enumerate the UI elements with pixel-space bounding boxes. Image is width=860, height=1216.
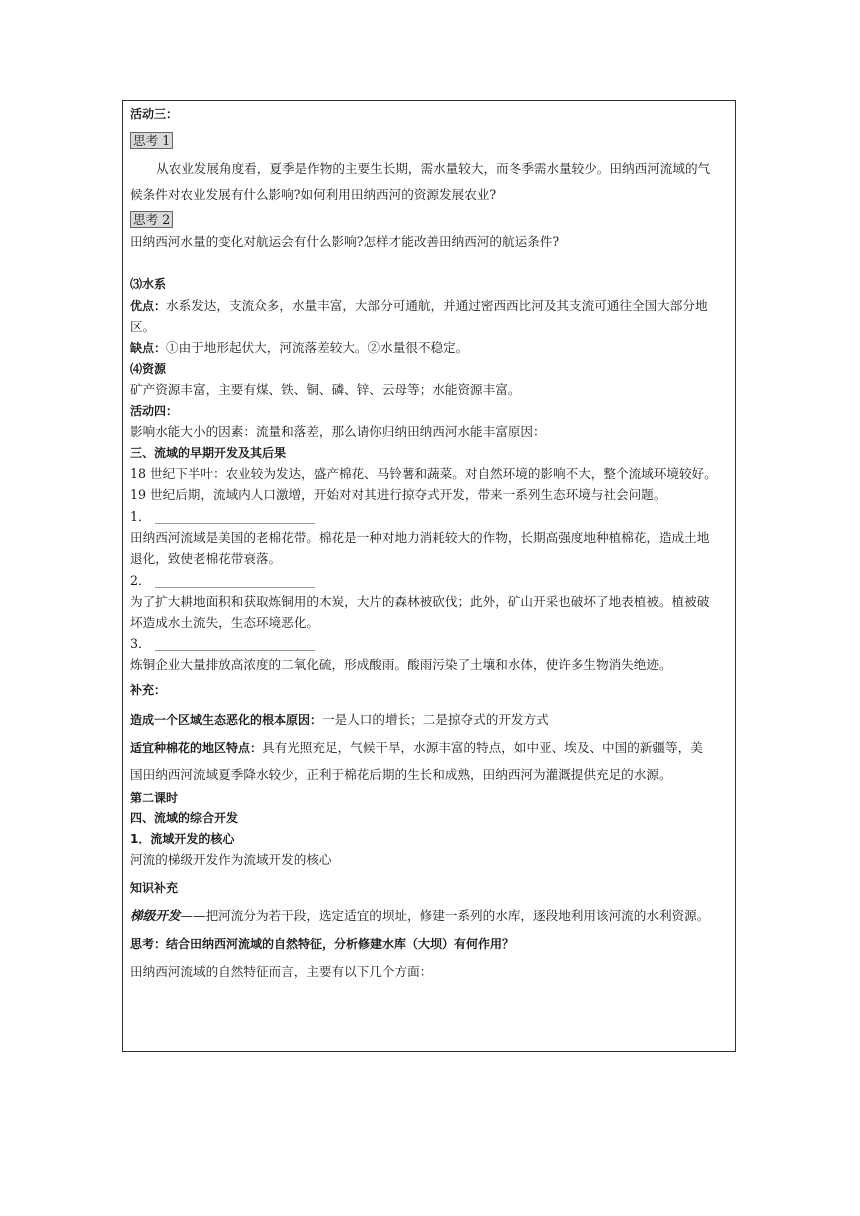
paragraph-line: 影响水能大小的因素：流量和落差，那么请你归纳田纳西河水能丰富原因：	[130, 424, 546, 439]
blank-number: 3．	[130, 636, 151, 651]
paragraph-line: 矿产资源丰富，主要有煤、铁、铜、磷、锌、云母等；水能资源丰富。	[130, 382, 521, 397]
heading-line: 思考：结合田纳西河流域的自然特征，分析修建水库（大坝）有何作用？	[130, 937, 515, 951]
fill-blank-line	[130, 571, 730, 591]
paragraph-line: 退化，致使老棉花带衰落。	[130, 551, 282, 566]
term-label: 梯级开发	[130, 908, 181, 923]
heading-line: 知识补充	[130, 881, 179, 895]
line-label: 优点：	[130, 299, 167, 313]
heading-line: 活动三：	[130, 107, 179, 121]
paragraph-line: 19 世纪后期，流域内人口激增，开始对对其进行掠夺式开发，带来一系列生态环境与社会问题。	[130, 487, 667, 502]
paragraph-line: 河流的梯级开发作为流域开发的核心	[130, 852, 332, 867]
labeled-line	[130, 296, 730, 316]
heading-line: 三、流域的早期开发及其后果	[130, 446, 287, 460]
think-label: 思考 1	[130, 132, 173, 149]
line-label: 造成一个区域生态恶化的根本原因：	[130, 713, 323, 727]
paragraph-line: 炼铜企业大量排放高浓度的二氧化硫，形成酸雨。酸雨污染了土壤和水体，使许多生物消失绝迹。	[130, 657, 672, 672]
think-label-line	[130, 210, 730, 230]
blank-underline	[155, 512, 315, 524]
labeled-line	[130, 338, 730, 358]
paragraph-line: 区。	[130, 319, 156, 334]
think-label-line	[130, 131, 730, 151]
heading-line: 1．流域开发的核心	[130, 832, 235, 846]
labeled-line	[130, 738, 730, 758]
paragraph-line: 田纳西河流域的自然特征而言，主要有以下几个方面：	[130, 964, 433, 979]
fill-blank-line	[130, 507, 730, 527]
paragraph-line: 候条件对农业发展有什么影响?如何利用田纳西河的资源发展农业?	[130, 187, 497, 202]
paragraph-line: 田纳西河水量的变化对航运会有什么影响?怎样才能改善田纳西河的航运条件?	[130, 234, 560, 249]
heading-line: ⑶水系	[130, 277, 167, 291]
heading-line: 活动四：	[130, 404, 179, 418]
line-label: 适宜种棉花的地区特点：	[130, 741, 263, 755]
blank-underline	[155, 576, 315, 588]
blank-number: 1．	[130, 509, 151, 524]
term-text: ——把河流分为若干段，选定适宜的坝址，修建一系列的水库，逐段地利用该河流的水利资源。	[180, 908, 710, 923]
line-text: 水系发达，支流众多，水量丰富，大部分可通航，并通过密西西比河及其支流可通往全国大部分地	[166, 298, 708, 313]
think-label: 思考 2	[130, 211, 173, 228]
blank-underline	[155, 639, 315, 651]
paragraph-line: 田纳西河流域是美国的老棉花带。棉花是一种对地力消耗较大的作物，长期高强度地种植棉花，造成土地	[130, 530, 710, 545]
term-definition-line	[130, 906, 730, 926]
line-text: 具有光照充足，气候干旱，水源丰富的特点，如中亚、埃及、中国的新疆等，美	[262, 740, 703, 755]
paragraph-line: 从农业发展角度看，夏季是作物的主要生长期，需水量较大，而冬季需水量较少。田纳西河流域的气	[156, 161, 711, 176]
line-text: 一是人口的增长；二是掠夺式的开发方式	[322, 712, 549, 727]
line-text: ①由于地形起伏大，河流落差较大。②水量很不稳定。	[166, 340, 469, 355]
labeled-line	[130, 710, 730, 730]
fill-blank-line	[130, 634, 730, 654]
heading-line: 四、流域的综合开发	[130, 811, 239, 825]
heading-line: 第二课时	[130, 791, 179, 805]
paragraph-line: 为了扩大耕地面积和获取炼铜用的木炭，大片的森林被砍伐；此外，矿山开采也破坏了地表植被。植被破	[130, 594, 710, 609]
paragraph-line: 国田纳西河流域夏季降水较少，正利于棉花后期的生长和成熟，田纳西河为灌溉提供充足的水源。	[130, 767, 672, 782]
heading-line: ⑷资源	[130, 362, 167, 376]
paragraph-line: 坏造成水土流失，生态环境恶化。	[130, 615, 319, 630]
paragraph-line: 18 世纪下半叶：农业较为发达，盛产棉花、马铃薯和蔬菜。对自然环境的影响不大，整个流域环境较好。	[130, 466, 717, 481]
blank-number: 2．	[130, 573, 151, 588]
heading-line: 补充：	[130, 683, 167, 697]
line-label: 缺点：	[130, 341, 167, 355]
